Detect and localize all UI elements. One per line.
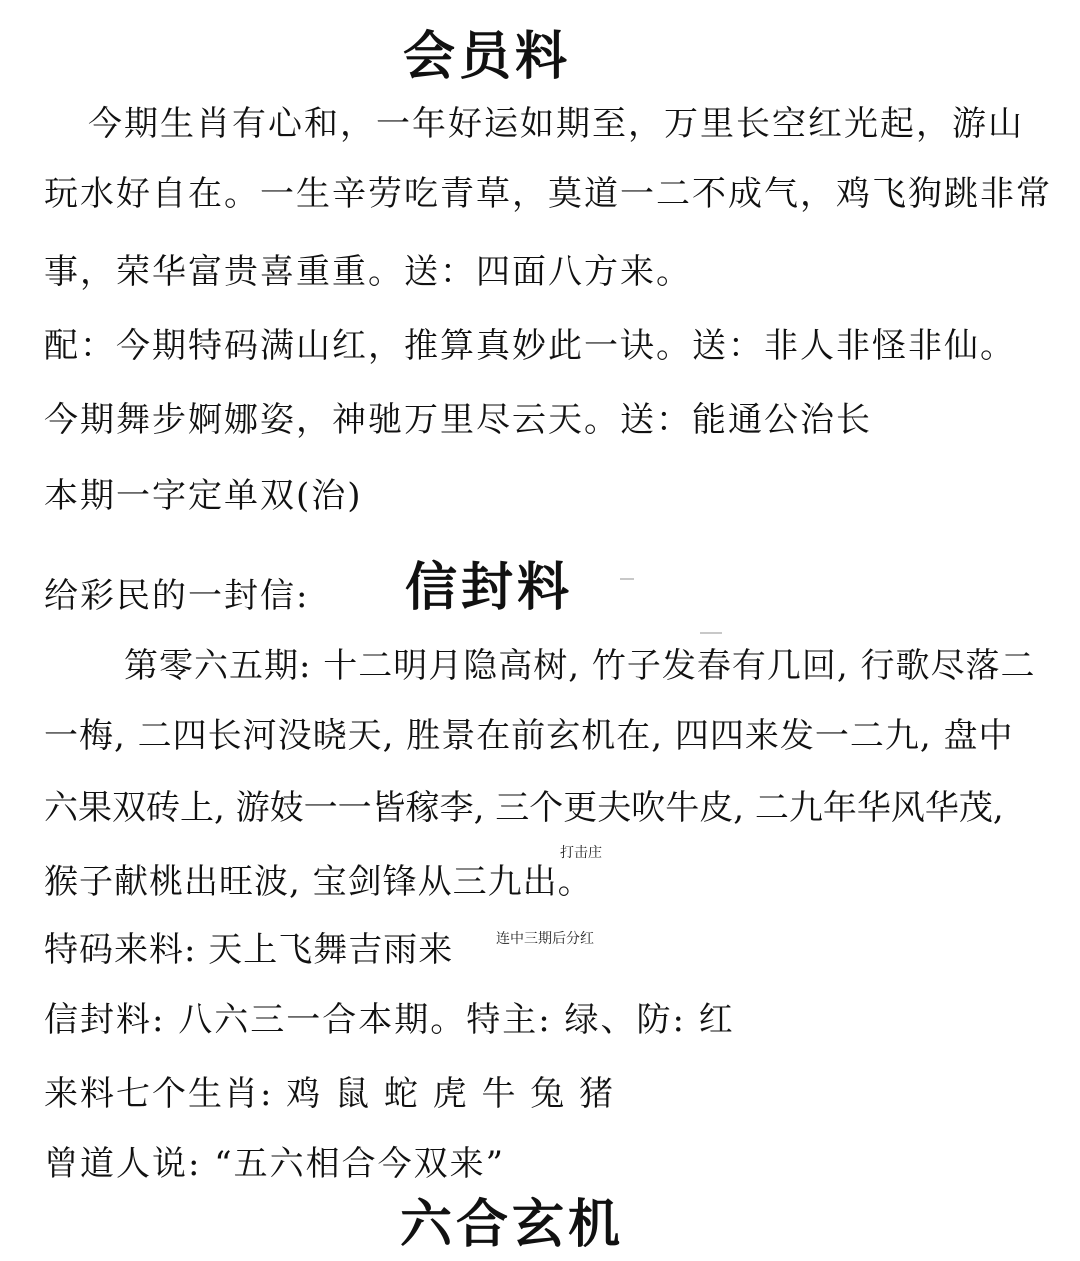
- letter-intro: 给彩民的一封信:: [44, 576, 310, 616]
- text-line: 事，荣华富贵喜重重。送：四面八方来。: [44, 252, 692, 292]
- text-line: 猴子献桃出旺波, 宝剑锋从三九出。: [44, 862, 593, 902]
- text-line: 今期舞步婀娜姿，神驰万里尽云天。送：能通公治长: [44, 400, 872, 440]
- text-line: 本期一字定单双(治): [44, 476, 363, 516]
- overlay-note: 打击庄: [560, 845, 602, 861]
- text-line: 曾道人说: “五六相合今双来”: [44, 1144, 506, 1184]
- section-title-liuhe: 六合玄机: [400, 1194, 625, 1255]
- text-line: 六果双砖上, 游妓一一皆稼李, 三个更夫吹牛皮, 二九年华风华茂,: [44, 788, 1004, 828]
- text-line: 玩水好自在。一生辛劳吃青草，莫道一二不成气，鸡飞狗跳非常: [44, 174, 1052, 214]
- section-title-xinfeng: 信封料: [405, 557, 574, 618]
- text-line: 来料七个生肖: 鸡 鼠 蛇 虎 牛 兔 猪: [44, 1074, 616, 1114]
- text-line: 特码来料: 天上飞舞吉雨来: [44, 930, 454, 970]
- overlay-note: 连中三期后分红: [496, 931, 594, 947]
- text-line: 信封料: 八六三一合本期。特主: 绿、防: 红: [44, 1000, 735, 1040]
- text-line: 第零六五期: 十二明月隐高树, 竹子发春有几回, 行歌尽落二: [124, 646, 1036, 686]
- text-line: 一梅, 二四长河没晓天, 胜景在前玄机在, 四四来发一二九, 盘中: [44, 716, 1014, 756]
- section-title-huiyuan: 会员料: [403, 26, 572, 87]
- text-line: 今期生肖有心和，一年好运如期至，万里长空红光起，游山: [88, 104, 1024, 144]
- scan-speck: [620, 578, 634, 580]
- text-line: 配：今期特码满山红，推算真妙此一诀。送：非人非怪非仙。: [44, 326, 1016, 366]
- scan-speck: [700, 632, 722, 634]
